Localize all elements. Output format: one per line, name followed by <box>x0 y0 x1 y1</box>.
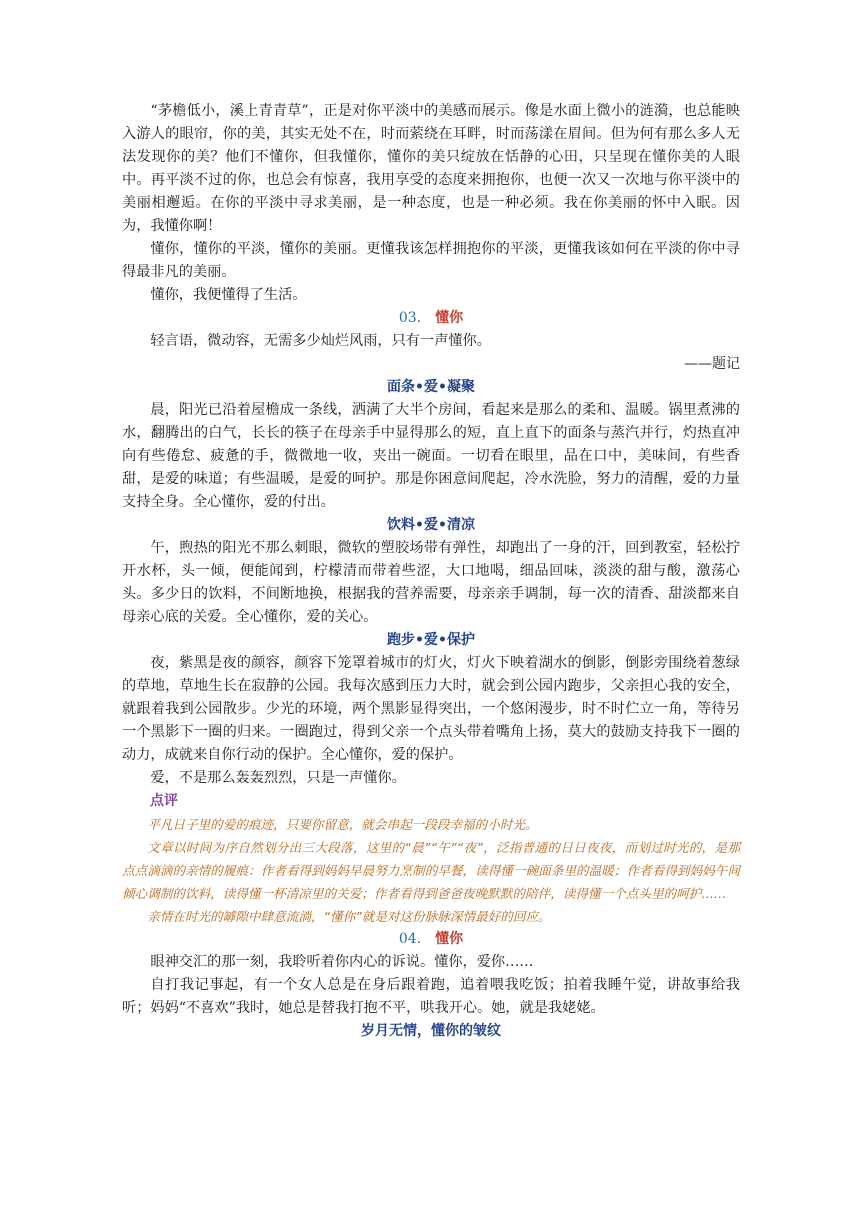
section-04-heading <box>122 928 740 951</box>
paragraph: 懂你，我便懂得了生活。 <box>150 287 307 303</box>
subheading: 跑步•爱•保护 <box>387 632 475 648</box>
subheading: 岁月无情，懂你的皱纹 <box>361 1023 501 1039</box>
document-page <box>122 100 740 1043</box>
paragraph: 晨，阳光已沿着屋檐成一条线，洒满了大半个房间，看起来是那么的柔和、温暖。锅里煮沸的水，翻腾出的白气，长长的筷子在母亲手中显得那么的短，直上直下的面条与蒸汽并行，灼热直冲向有些倦怠、疲惫的手，微微地一收，夹出一碗面。一切看在眼里，品在口中，美味间，有些香甜，是爱的味道；有些温暖，是爱的呵护。那是你困意间爬起，冷水洗脸，努力的清醒，爱的力量支持全身。全心懂你，爱的付出。 <box>122 402 740 510</box>
inscription: ——题记 <box>684 356 740 372</box>
subheading: 面条•爱•凝聚 <box>387 379 475 395</box>
section-title: 懂你 <box>435 931 464 947</box>
paragraph: 午，煦热的阳光不那么刺眼，微软的塑胶场带有弹性，却跑出了一身的汗，回到教室，轻松拧开水杯，头一倾，便能闻到，柠檬清而带着些涩，大口地喝，细品回味，淡淡的甜与酸，激荡心头。多少日的饮料，不间断地换，根据我的营养需要，母亲亲手调制，每一次的清香、甜淡都来自母亲心底的关爱。全心懂你，爱的关心。 <box>122 540 740 625</box>
paragraph: 眼神交汇的那一刻，我聆听着你内心的诉说。懂你，爱你…… <box>150 954 534 970</box>
closing-paragraph: 爱，不是那么轰轰烈烈，只是一声懂你。 <box>150 770 406 786</box>
section-number: 04. <box>398 931 422 947</box>
intro-paragraph: 轻言语，微动容，无需多少灿烂风雨，只有一声懂你。 <box>150 333 491 349</box>
section-number: 03. <box>398 310 422 326</box>
section-03-heading <box>122 307 740 330</box>
comment-paragraph: 亲情在时光的罅隙中肆意流淌，“懂你”就是对这份脉脉深情最好的回应。 <box>147 909 551 924</box>
comment-paragraph: 平凡日子里的爱的痕迹，只要你留意，就会串起一段段幸福的小时光。 <box>147 817 538 832</box>
paragraph: 夜，紫黑是夜的颜容，颜容下笼罩着城市的灯火，灯火下映着湖水的倒影，倒影旁围绕着葱绿的草地，草地生长在寂静的公园。我每次感到压力大时，就会到公园内跑步，父亲担心我的安全，就跟着我到公园散步。少光的环境，两个黑影显得突出，一个悠闲漫步，时不时伫立一角，等待另一个黑影下一圈的归来。一圈跑过，得到父亲一个点头带着嘴角上扬，莫大的鼓励支持我下一圈的动力，成就来自你行动的保护。全心懂你，爱的保护。 <box>122 655 740 763</box>
subheading: 饮料•爱•清凉 <box>387 517 475 533</box>
comment-paragraph: 文章以时间为序自然划分出三大段落，这里的“晨”“午”“夜”，泛指普通的日日夜夜，而划过时光的，是那点点滴滴的亲情的履痕：作者看得到妈妈早晨努力烹制的早餐，读得懂一碗面条里的温暖；作者看得到妈妈午间倾心调制的饮料，读得懂一杯清凉里的关爱；作者看得到爸爸夜晚默默的陪伴，读得懂一个点头里的呵护…… <box>122 840 740 901</box>
paragraph: 自打我记事起，有一个女人总是在身后跟着跑，追着喂我吃饭；拍着我睡午觉，讲故事给我听；妈妈“不喜欢”我时，她总是替我打抱不平，哄我开心。她，就是我姥姥。 <box>122 977 740 1016</box>
comment-label: 点评 <box>150 793 178 809</box>
paragraph: “茅檐低小，溪上青青草”，正是对你平淡中的美感而展示。像是水面上微小的涟漪，也总能映入游人的眼帘，你的美，其实无处不在，时而萦绕在耳畔，时而荡漾在眉间。但为何有那么多人无法发现你的美？他们不懂你，但我懂你，懂你的美只绽放在恬静的心田，只呈现在懂你美的人眼中。再平淡不过的你，也总会有惊喜，我用享受的态度来拥抱你，也便一次又一次地与你平淡中的美丽相邂逅。在你的平淡中寻求美丽，是一种态度，也是一种必须。我在你美丽的怀中入眠。因为，我懂你啊！ <box>122 103 740 234</box>
paragraph: 懂你，懂你的平淡，懂你的美丽。更懂我该怎样拥抱你的平淡，更懂我该如何在平淡的你中寻得最非凡的美丽。 <box>122 241 740 280</box>
section-title: 懂你 <box>435 310 464 326</box>
